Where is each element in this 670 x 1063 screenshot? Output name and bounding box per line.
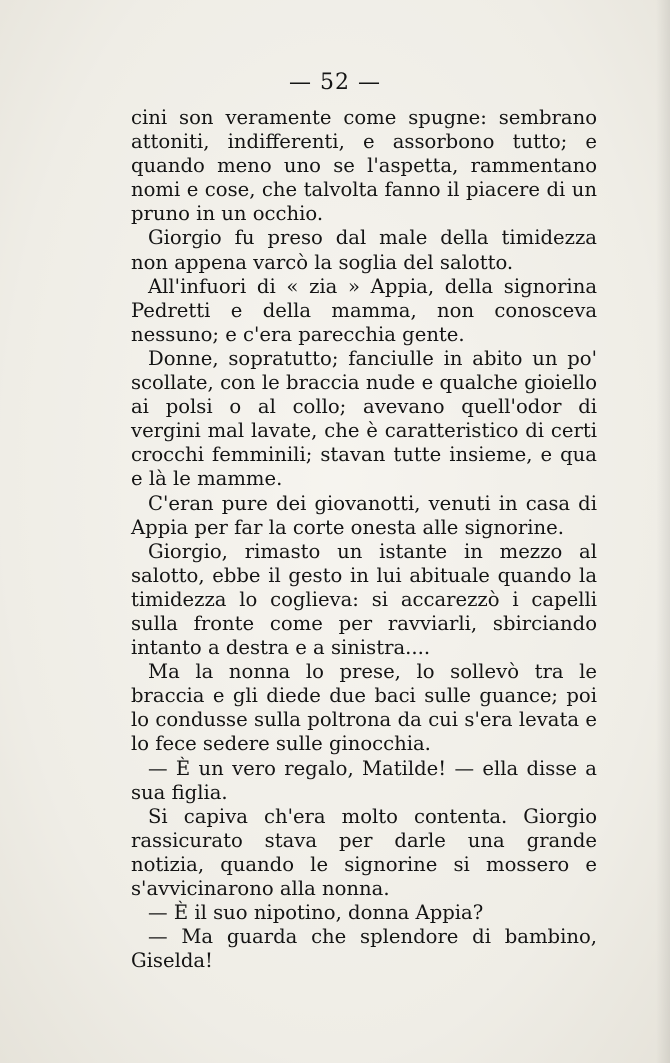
page-edge-shadow (656, 0, 670, 1063)
body-text (131, 106, 597, 973)
paragraph: Giorgio fu preso dal male della timidezza non appena varcò la soglia del salotto. (131, 226, 597, 274)
paragraph: All'infuori di « zia » Appia, della signorina Pedretti e della mamma, non conosceva nessuno; e c'era parecchia gente. (131, 274, 597, 346)
paragraph: — Ma guarda che splendore di bambino, Giselda! (131, 925, 597, 973)
paragraph: C'eran pure dei giovanotti, venuti in casa di Appia per far la corte onesta alle signorine. (131, 491, 597, 539)
page-number: — 52 — (289, 70, 381, 95)
paragraph: Giorgio, rimasto un istante in mezzo al salotto, ebbe il gesto in lui abituale quando la timidezza lo coglieva: si accarezzò i capelli sulla fronte come per ravviarli, sbirciando intanto a destra e a sinistra.... (131, 539, 597, 660)
paragraph: cini son veramente come spugne: sembrano attoniti, indifferenti, e assorbono tutto; e quando meno uno se l'aspetta, rammentano nomi e cose, che talvolta fanno il piacere di un pruno in un occhio. (131, 106, 597, 226)
paragraph: Donne, sopratutto; fanciulle in abito un po' scollate, con le braccia nude e qualche gioiello ai polsi o al collo; avevano quell'odor di vergini mal lavate, che è caratteristico di certi crocchi femminili; stavan tutte insieme, e qua e là le mamme. (131, 346, 597, 491)
paragraph: — È un vero regalo, Matilde! — ella disse a sua figlia. (131, 756, 597, 804)
paragraph: Si capiva ch'era molto contenta. Giorgio rassicurato stava per darle una grande notizia, quando le signorine si mossero e s'avvicinarono alla nonna. (131, 804, 597, 900)
paragraph: Ma la nonna lo prese, lo sollevò tra le braccia e gli diede due baci sulle guance; poi lo condusse sulla poltrona da cui s'era levata e lo fece sedere sulle ginocchia. (131, 660, 597, 756)
paragraph: — È il suo nipotino, donna Appia? (148, 901, 484, 925)
